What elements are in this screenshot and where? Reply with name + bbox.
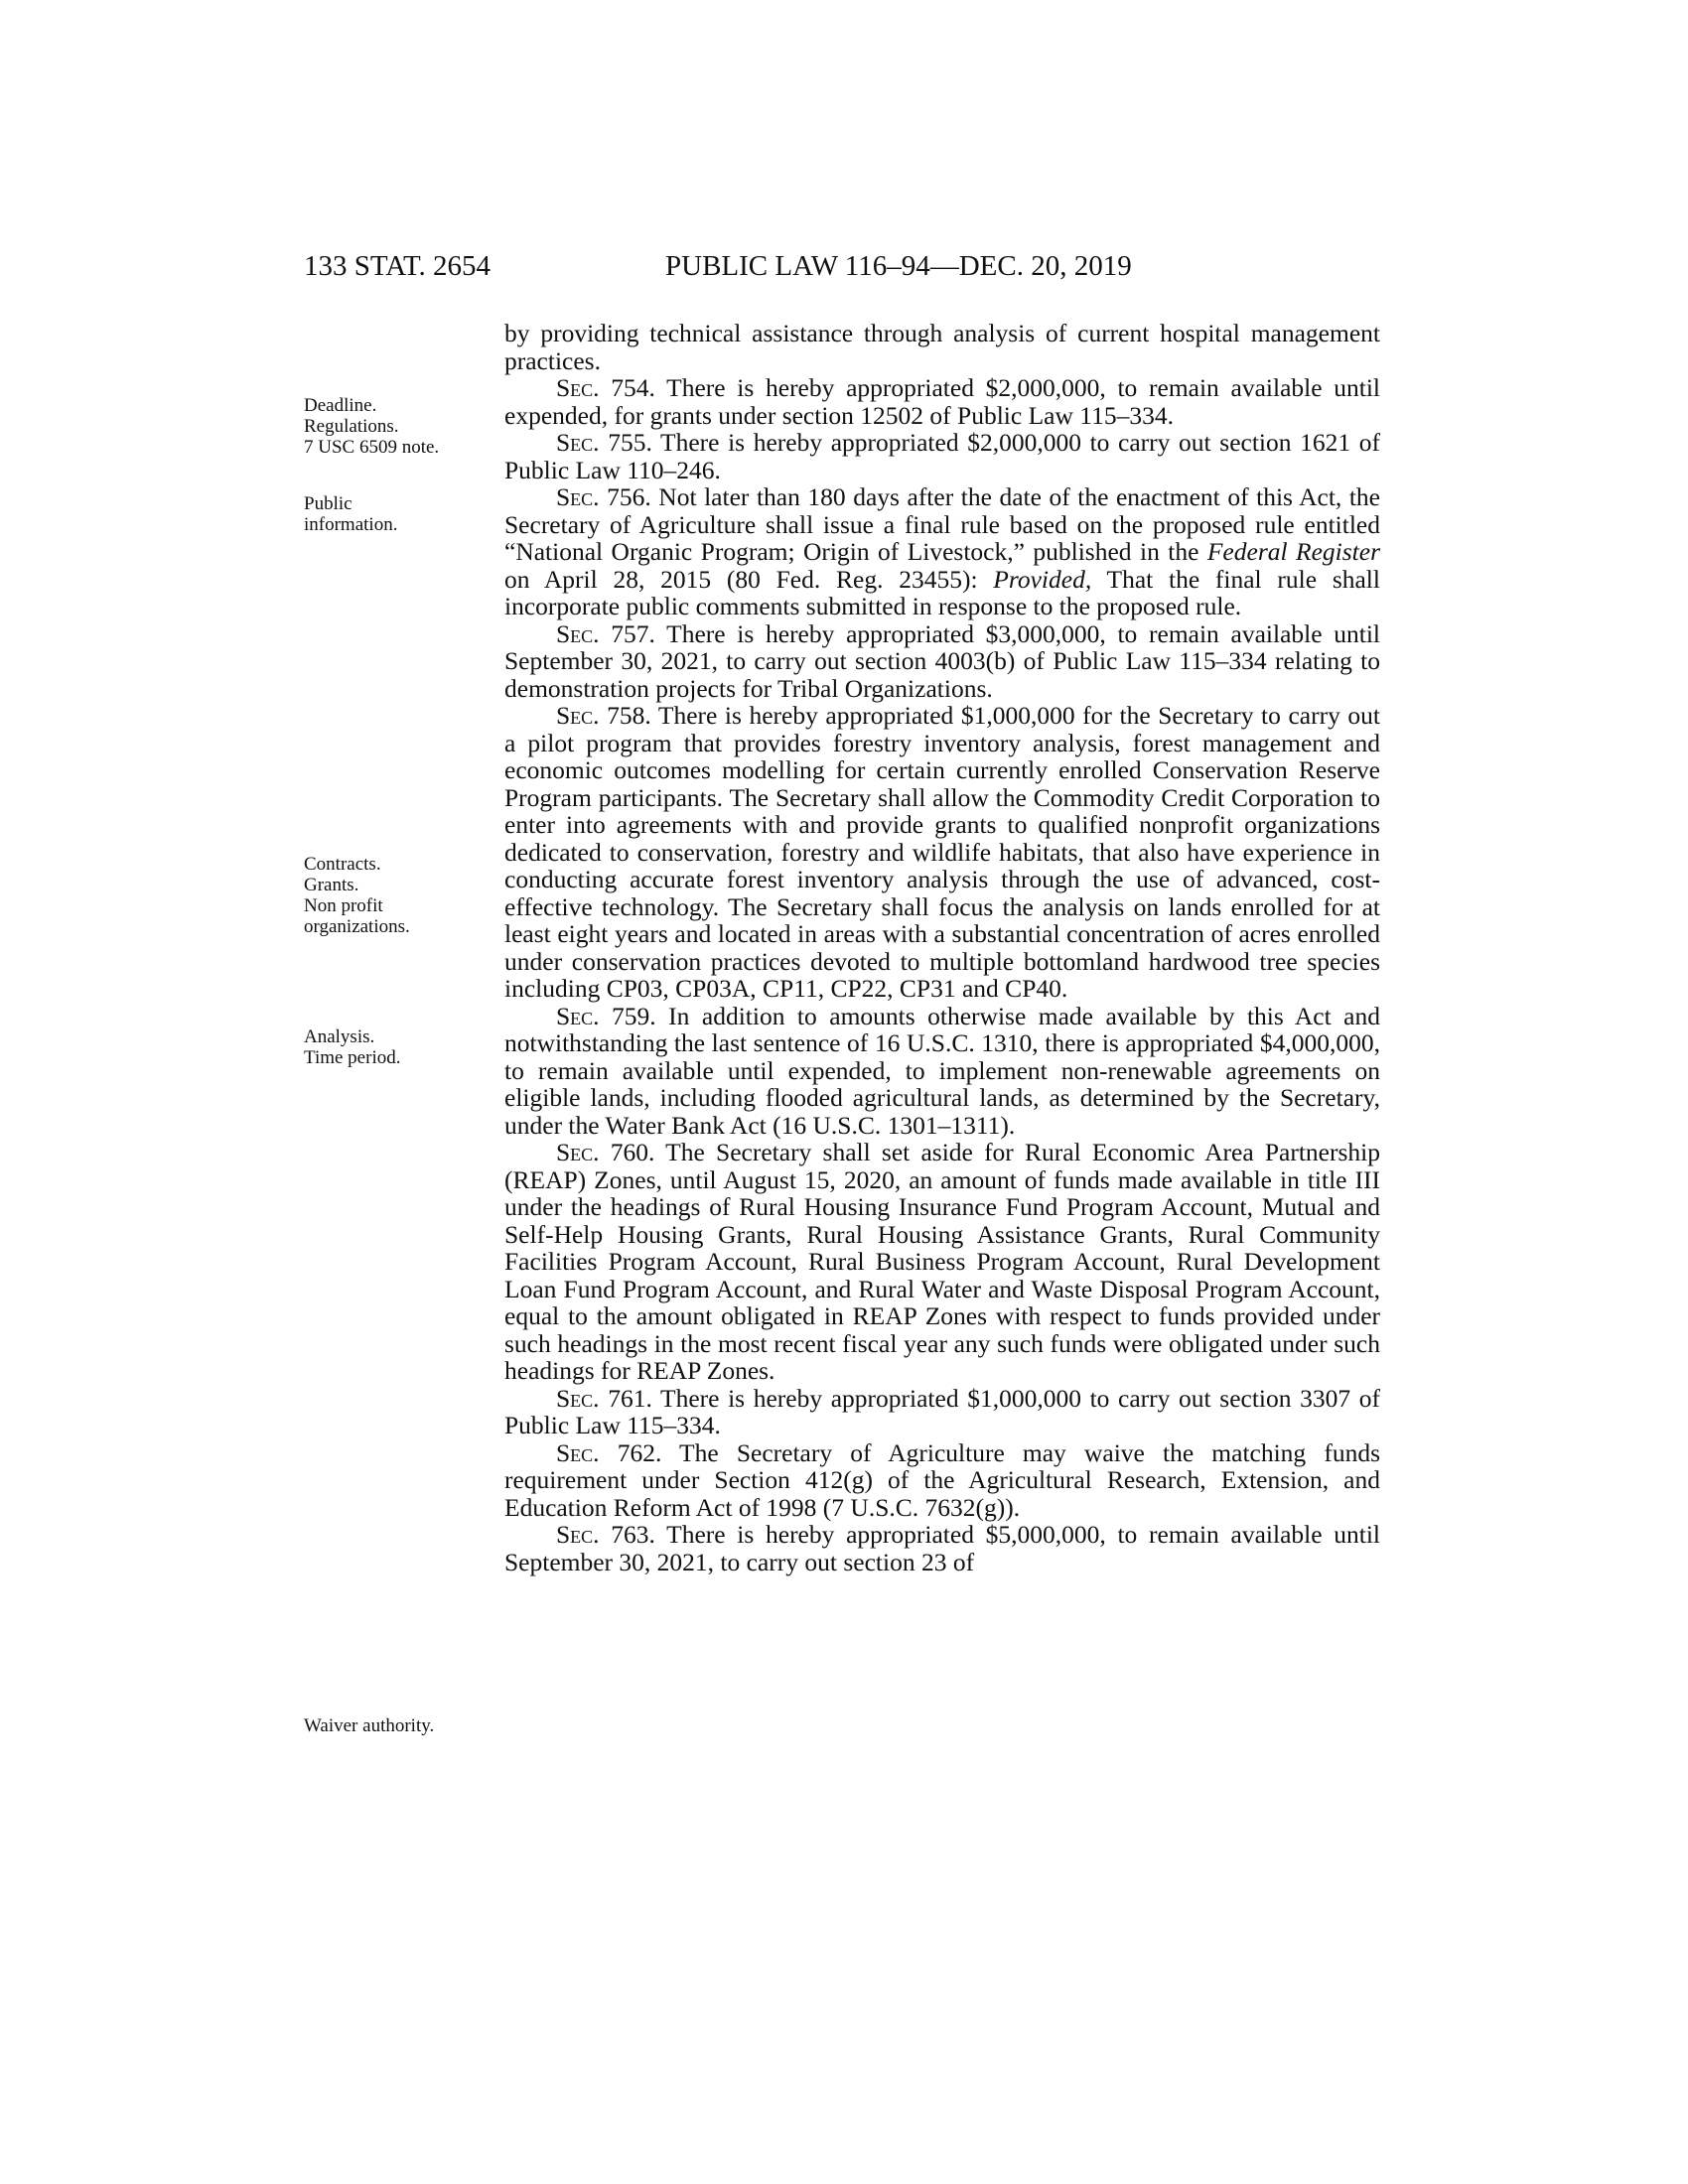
page-title: PUBLIC LAW 116–94—DEC. 20, 2019 (665, 250, 1132, 282)
section-756 (504, 483, 1380, 620)
section-text: 759. In addition to amounts otherwise made available by this Act and notwithstanding the last sentence of 16 U.S.C. 1310, there is appropriated $4,000,000, to remain available until expended, to implement non-renewable agreements on eligible lands, including flooded agricultural lands, as determined by the Secretary, under the Water Bank Act (16 U.S.C. 1301–1311). (504, 1001, 1380, 1140)
section-763 (504, 1521, 1380, 1575)
section-label: Sec. (556, 373, 600, 402)
margin-note-line: Waiver authority. (304, 1715, 435, 1736)
section-758 (504, 702, 1380, 1003)
section-label: Sec. (556, 428, 600, 457)
section-label: Sec. (556, 1520, 600, 1549)
section-761 (504, 1385, 1380, 1439)
margin-note-line: Time period. (304, 1047, 401, 1068)
margin-note-line: Regulations. (304, 416, 399, 437)
section-label: Sec. (556, 618, 600, 648)
margin-note-line: information. (304, 514, 398, 535)
margin-note-line: Non profit (304, 895, 383, 916)
section-label: Sec. (556, 1001, 600, 1030)
margin-note-line: Deadline. (304, 395, 377, 416)
section-754 (504, 374, 1380, 429)
margin-note-deadline (304, 395, 439, 458)
section-text: 758. There is hereby appropriated $1,000,000 for the Secretary to carry out a pilot program that provides forestry inventory analysis, forest management and economic outcomes modelling for certain currently enrolled Conservation Reserve Program participants. The Secretary shall allow the Commodity Credit Corporation to enter into agreements with and provide grants to qualified nonprofit organizations dedicated to conservation, forestry and wildlife habitats, that also have experience in conducting accurate forest inventory analysis through the use of advanced, cost-effective technology. The Secretary shall focus the analysis on lands enrolled for at least eight years and located in areas with a substantial concentration of acres enrolled under conservation practices devoted to multiple bottomland hardwood tree species including CP03, CP03A, CP11, CP22, CP31 and CP40. (504, 701, 1380, 1003)
section-text: 761. There is hereby appropriated $1,000,000 to carry out section 3307 of Public Law 115–334. (504, 1383, 1380, 1439)
italic-text: Federal Register (1206, 537, 1380, 566)
section-760 (504, 1139, 1380, 1385)
section-text: 754. There is hereby appropriated $2,000,000, to remain available until expended, for grants under section 12502 of Public Law 115–334. (504, 373, 1380, 430)
margin-note-line: organizations. (304, 916, 410, 937)
margin-note-public-information (304, 493, 397, 535)
section-text: 762. The Secretary of Agriculture may waive the matching funds requirement under Section 412(g) of the Agricultural Research, Extension, and Education Reform Act of 1998 (7 U.S.C. 7632(g)). (504, 1437, 1380, 1522)
section-text: 763. There is hereby appropriated $5,000,000, to remain available until September 30, 2021, to carry out section 23 of (504, 1520, 1380, 1576)
document-body (504, 320, 1380, 1575)
section-label: Sec. (556, 1383, 600, 1413)
margin-note-line: Contracts. (304, 854, 381, 875)
section-text: 756. Not later than 180 days after the date of the enactment of this Act, the Secretary of Agriculture shall issue a final rule based on the proposed rule entitled “National Organic Program; Origin of Livestock,” published in the (504, 482, 1380, 566)
section-label: Sec. (556, 482, 600, 511)
margin-note-line: Grants. (304, 875, 359, 895)
section-label: Sec. (556, 1138, 600, 1166)
margin-note-contracts (304, 854, 410, 937)
section-text: 757. There is hereby appropriated $3,000,000, to remain available until September 30, 2021, to carry out section 4003(b) of Public Law 115–334 relating to demonstration projects for Tribal Organizations. (504, 618, 1380, 703)
margin-note-line: Analysis. (304, 1026, 375, 1047)
margin-note-line: 7 USC 6509 note. (304, 437, 440, 458)
section-text: 760. The Secretary shall set aside for Rural Economic Area Partnership (REAP) Zones, until August 15, 2020, an amount of funds made available in title III under the headings of Rural Housing Insurance Fund Program Account, Mutual and Self-Help Housing Grants, Rural Housing Assistance Grants, Rural Community Facilities Program Account, Rural Business Program Account, Rural Development Loan Fund Program Account, and Rural Water and Waste Disposal Program Account, equal to the amount obligated in REAP Zones with respect to funds provided under such headings in the most recent fiscal year any such funds were obligated under such headings for REAP Zones. (504, 1138, 1380, 1385)
section-762 (504, 1439, 1380, 1522)
section-text: That the final rule shall incorporate public comments submitted in response to the proposed rule. (504, 564, 1380, 620)
section-text: 755. There is hereby appropriated $2,000,000 to carry out section 1621 of Public Law 110–246. (504, 428, 1380, 484)
section-759 (504, 1003, 1380, 1140)
margin-note-waiver (304, 1715, 434, 1736)
section-text: on April 28, 2015 (80 Fed. Reg. 23455): (504, 564, 994, 594)
section-755 (504, 429, 1380, 483)
section-label: Sec. (556, 701, 600, 730)
continued-paragraph: by providing technical assistance through analysis of current hospital management practices. (504, 319, 1380, 375)
margin-note-analysis (304, 1026, 400, 1068)
stat-citation: 133 STAT. 2654 (304, 250, 492, 282)
margin-note-line: Public (304, 493, 352, 514)
section-757 (504, 620, 1380, 703)
section-label: Sec. (556, 1437, 600, 1467)
italic-text: Provided, (993, 564, 1092, 594)
page-header (304, 250, 1380, 290)
